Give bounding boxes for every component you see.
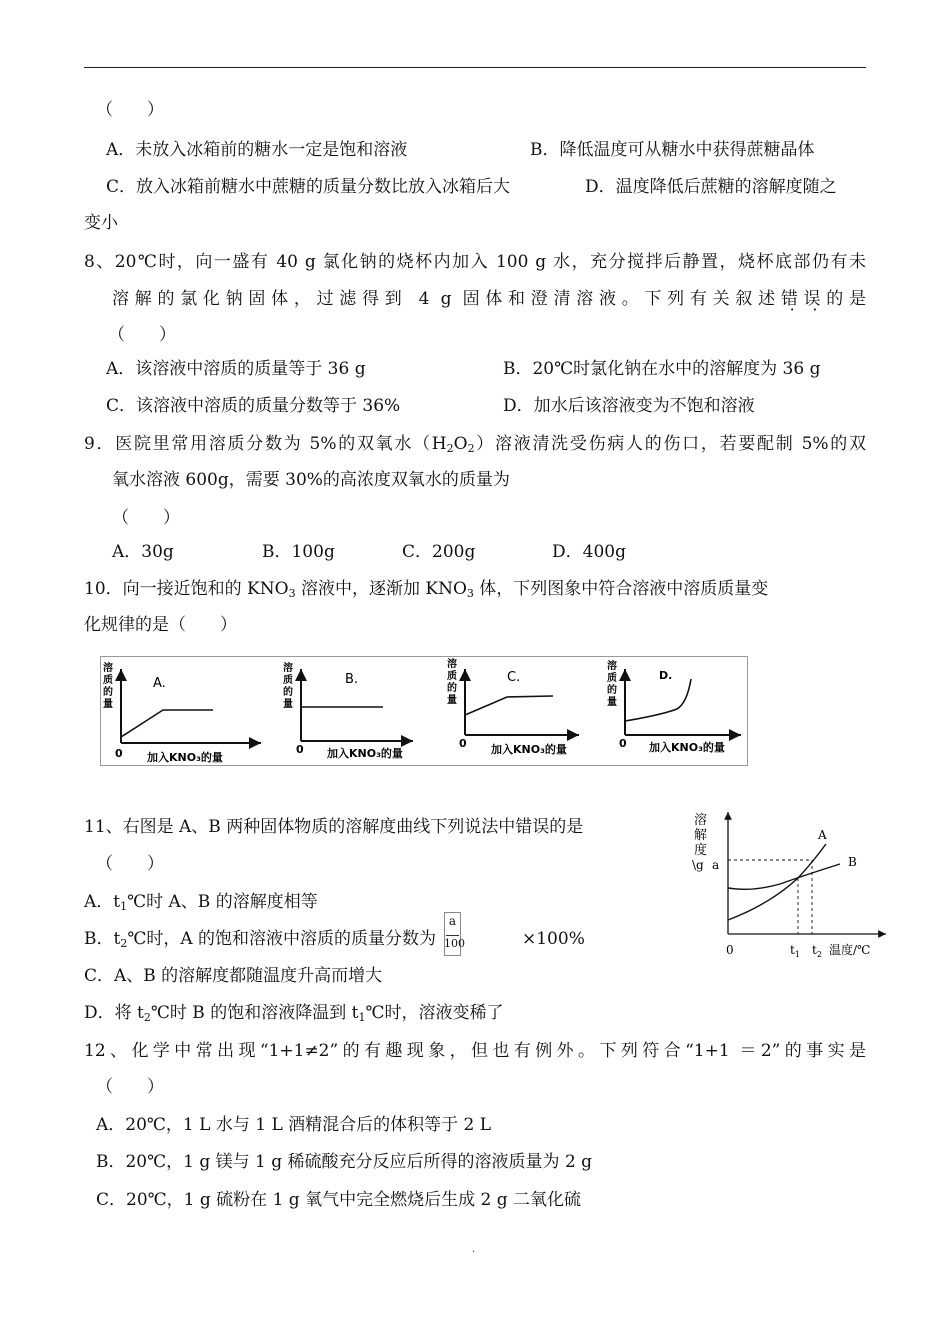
graph-c-ylabel-2: 的 — [447, 683, 457, 694]
graph-b-letter: B. — [345, 672, 359, 687]
graph-c-ylabel-0: 溶 — [447, 659, 457, 670]
q10-stem-line2: 化规律的是（ ） — [84, 615, 237, 635]
graph-d-ylabel-1: 质 — [607, 673, 617, 684]
q11-paren: （ ） — [96, 854, 164, 874]
q9-option-b: B．100g — [262, 542, 335, 562]
q9-stem-line2: 氧水溶液 600g，需要 30%的高浓度双氧水的质量为 — [112, 470, 510, 490]
q8-option-a: A．该溶液中溶质的质量等于 36 g — [106, 359, 366, 379]
q7-option-d-continued: 变小 — [84, 213, 118, 233]
q7-option-d: D．温度降低后蔗糖的溶解度随之 — [585, 177, 837, 197]
graph-d-ylabel-2: 的 — [607, 685, 617, 696]
q8-option-b: B．20℃时氯化钠在水中的溶解度为 36 g — [503, 359, 821, 379]
q11-fraction — [444, 912, 465, 956]
graph-b-ylabel-3: 量 — [283, 699, 293, 710]
q7-paren: （ ） — [96, 100, 164, 120]
graph-a-letter: A. — [153, 676, 166, 691]
fig11-t2-label: $t_2$ — [812, 943, 822, 959]
fig11-curve-b — [728, 864, 840, 889]
q11-option-c: C．A、B 的溶解度都随温度升高而增大 — [84, 966, 383, 986]
graph-a-curve — [121, 710, 213, 737]
fig11-curve-a — [728, 844, 826, 920]
fig11-ylabel-1: 解 — [694, 828, 708, 843]
q10-graphs-panel — [100, 656, 748, 766]
q10-graphs-svg — [101, 657, 747, 765]
q12-option-a: A．20℃，1 L 水与 1 L 酒精混合后的体积等于 2 L — [96, 1115, 492, 1135]
fig11-yunit: \g — [692, 858, 704, 872]
q11-option-b-times: ×100% — [522, 929, 585, 949]
q9-option-d: D．400g — [552, 542, 626, 562]
graph-a-ylabel-0: 溶 — [103, 663, 113, 674]
q11-stem: 11、右图是 A、B 两种固体物质的溶解度曲线下列说法中错误的是 — [84, 817, 584, 837]
fig11-xlabel: 温度/℃ — [829, 943, 871, 957]
emphasis-char: 误 — [803, 289, 827, 309]
graph-c-ylabel-3: 量 — [447, 695, 457, 706]
graph-a-origin: 0 — [115, 747, 123, 760]
graph-c-origin: 0 — [459, 737, 467, 750]
q9-option-c: C．200g — [402, 542, 476, 562]
graph-b-ylabel-0: 溶 — [283, 663, 293, 674]
fig11-t1-label: $t_1$ — [790, 943, 800, 959]
footer-dot: . — [472, 1244, 476, 1255]
graph-c — [447, 657, 579, 756]
graph-c-letter: C. — [507, 670, 521, 685]
fraction-numerator: a — [448, 914, 457, 928]
q11-solubility-figure — [690, 808, 890, 968]
graph-a-ylabel-2: 的 — [103, 687, 113, 698]
q9-stem-line1: 9．医院里常用溶质分数为 5%的双氧水$(H_2O_2)$溶液清洗受伤病人的伤口，若要配制 5%的双 — [84, 434, 867, 455]
q8-stem-line2: 溶解的氯化钠固体，过滤得到 4 g 固体和澄清溶液。下列有关叙述错误的是 — [112, 289, 867, 309]
q8-option-c: C．该溶液中溶质的质量分数等于 36% — [106, 396, 401, 416]
graph-b-origin: 0 — [296, 743, 304, 756]
graph-d-xlabel: 加入KNO₃的量 — [649, 741, 725, 754]
q12-option-c: C．20℃，1 g 硫粉在 1 g 氧气中完全燃烧后生成 2 g 二氧化硫 — [96, 1190, 581, 1210]
q7-option-c: C．放入冰箱前糖水中蔗糖的质量分数比放入冰箱后大 — [106, 177, 511, 197]
fig11-ylabel-0: 溶 — [694, 813, 708, 828]
q8-paren: （ ） — [108, 325, 176, 345]
graph-d-ylabel-3: 量 — [607, 697, 617, 708]
graph-d-origin: 0 — [619, 737, 627, 750]
header-rule — [84, 67, 866, 68]
q9-option-a: A．30g — [112, 542, 174, 562]
graph-a — [103, 661, 261, 764]
graph-b-xlabel: 加入KNO₃的量 — [327, 747, 403, 760]
q9-paren: （ ） — [112, 508, 180, 528]
graph-b-ylabel-2: 的 — [283, 687, 293, 698]
q8-option-d: D．加水后该溶液变为不饱和溶液 — [503, 396, 755, 416]
graph-d — [607, 659, 741, 754]
q12-paren: （ ） — [96, 1077, 164, 1097]
graph-a-xlabel: 加入KNO₃的量 — [147, 751, 223, 764]
q11-option-d: D．将 $t_2℃$时 B 的饱和溶液降温到 $t_1℃$时，溶液变稀了 — [84, 1003, 504, 1024]
graph-a-ylabel-1: 质 — [103, 675, 113, 686]
q12-option-b: B．20℃，1 g 镁与 1 g 稀硫酸充分反应后所得的溶液质量为 2 g — [96, 1152, 593, 1172]
fig11-curve-b-label: B — [848, 855, 857, 869]
fig11-a-tick: a — [712, 858, 720, 872]
q12-stem: 12、化学中常出现“1+1≠2”的有趣现象，但也有例外。下列符合“1+1 ＝2”的事实是 — [84, 1041, 866, 1061]
graph-d-ylabel-0: 溶 — [607, 661, 617, 672]
q10-stem-line1: 10．向一接近饱和的 $KNO_3$ 溶液中，逐渐加 $KNO_3$ 体，下列图象中符合溶液中溶质质量变 — [84, 579, 769, 600]
fig11-curve-a-label: A — [818, 828, 827, 842]
q7-option-b: B．降低温度可从糖水中获得蔗糖晶体 — [530, 140, 815, 160]
fraction-denominator: 100 — [444, 937, 465, 950]
q11-option-b: B．$t_2℃$时，A 的饱和溶液中溶质的质量分数为 — [84, 929, 437, 950]
q7-option-a: A．未放入冰箱前的糖水一定是饱和溶液 — [106, 140, 408, 160]
graph-d-letter: D. — [659, 669, 673, 682]
graph-c-xlabel: 加入KNO₃的量 — [491, 743, 567, 756]
fig11-ylabel-2: 度 — [694, 843, 708, 858]
graph-a-ylabel-3: 量 — [103, 699, 113, 710]
graph-b-ylabel-1: 质 — [283, 675, 293, 686]
q8-stem-line1: 8、20℃时，向一盛有 40 g 氯化钠的烧杯内加入 100 g 水，充分搅拌后静置，烧杯底部仍有未 — [84, 252, 866, 272]
graph-c-curve — [465, 696, 553, 715]
fraction-bar — [446, 935, 459, 936]
graph-b — [283, 661, 413, 760]
graph-c-ylabel-1: 质 — [447, 671, 457, 682]
fig11-origin: 0 — [726, 943, 734, 957]
emphasis-char: 错 — [780, 289, 804, 309]
q11-option-a: A．$t_1℃$时 A、B 的溶解度相等 — [84, 892, 318, 913]
q11-figure-svg — [690, 808, 890, 968]
graph-d-curve — [625, 679, 691, 721]
